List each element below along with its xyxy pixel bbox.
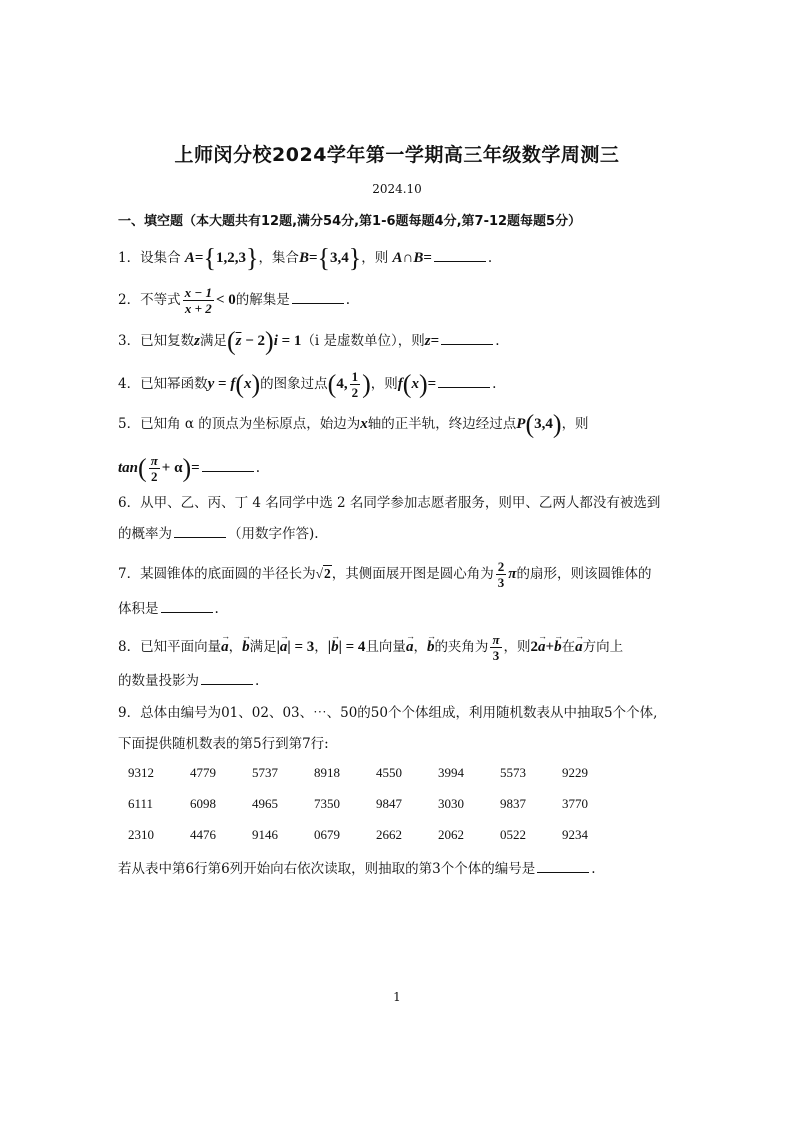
- answer-blank: [174, 523, 226, 538]
- question-3: 3．已知复数z满足$(\overline{z} - 2)i = 1(i$ 是虚数单位），则z= .: [118, 326, 500, 356]
- section-heading: 一、填空题（本大题共有12题,满分54分,第1-6题每题4分,第7-12题每题5分）: [118, 214, 582, 229]
- random-table-row: 2310 4476 9146 0679 2662 2062 0522 9234: [128, 827, 588, 842]
- question-7-cont: 体积是 .: [118, 598, 678, 619]
- question-5: 5．已知角 α 的顶点为坐标原点，始边为x轴的正半轨，终边经过点P(3,4)，则: [118, 409, 589, 439]
- answer-blank: [537, 858, 589, 873]
- question-9-cont: 下面提供随机数表的第5行到第7行:: [118, 736, 329, 752]
- question-2: 2．不等式 $\frac{x - 1}{x + 2}$ < 0的解集是 .: [118, 285, 351, 316]
- answer-blank: [202, 457, 254, 472]
- question-7: 7．某圆锥体的底面圆的半径长为√2，其侧面展开图是圆心角为 $\frac{2}{3}$ π的扇形，则该圆锥体的: [118, 559, 652, 590]
- question-4: 4．已知幂函数y = f(x)的图象过点(4, $\frac{1}{2}$ )，则f(x)= .: [118, 369, 497, 400]
- question-9-final: 若从表中第6行第6列开始向右依次读取，则抽取的第3个个体的编号是 .: [118, 858, 678, 879]
- exam-date: 2024.10: [372, 182, 422, 196]
- question-8-cont: 的数量投影为 .: [118, 670, 678, 691]
- answer-blank: [292, 289, 344, 304]
- answer-blank: [441, 330, 493, 345]
- question-5-cont: tan( $\frac{\pi}{2}$ + α)= .: [118, 453, 260, 484]
- random-table-row: 6111 6098 4965 7350 9847 3030 9837 3770: [128, 796, 588, 811]
- question-8: 8．已知平面向量→ a，→ b满足|→ a| = 3，|→ b| = 4且向量→ a，→ b的夹角为 $\frac{\pi}{3}$ ，则2→ a+→ b在→ a方向上: [118, 633, 678, 662]
- random-table-row: 9312 4779 5737 8918 4550 3994 5573 9229: [128, 765, 588, 780]
- question-6: 6．从甲、乙、丙、丁 4 名同学中选 2 名同学参加志愿者服务，则甲、乙两人都没有被选到: [118, 495, 661, 511]
- question-1: 1．设集合 A={1,2,3}，集合B={3,4}，则 A∩B= .: [118, 243, 493, 273]
- answer-blank: [161, 598, 213, 613]
- answer-blank: [438, 373, 490, 388]
- exam-title: 上师闵分校2024学年第一学期高三年级数学周测三: [174, 144, 620, 166]
- answer-blank: [434, 247, 486, 262]
- question-6-cont: 的概率为 （用数字作答).: [118, 523, 678, 544]
- question-9: 9．总体由编号为01、02、03、⋯、50的50个个体组成，利用随机数表从中抽取5个个体,: [118, 705, 658, 721]
- answer-blank: [201, 670, 253, 685]
- page-number: 1: [393, 990, 401, 1004]
